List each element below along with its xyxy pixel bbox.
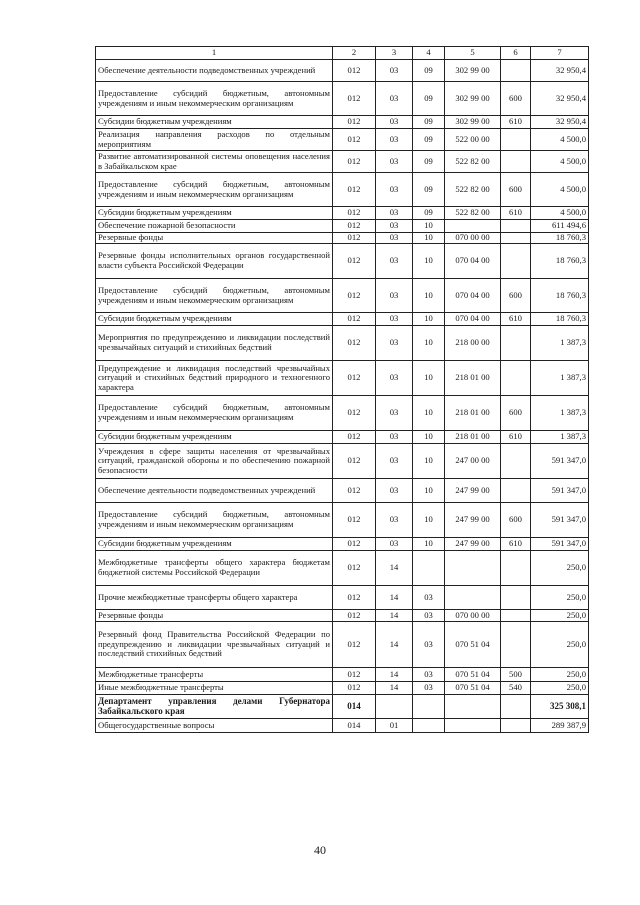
row-target-article-cell: 247 99 00 (445, 503, 501, 538)
row-section-cell: 03 (376, 444, 413, 479)
row-target-article-cell: 247 00 00 (445, 444, 501, 479)
row-name-cell: Учреждения в сфере защиты населения от чрезвычайных ситуаций, гражданской обороны и по обеспечению пожарной безопасности (96, 444, 333, 479)
row-section-cell: 03 (376, 60, 413, 82)
row-amount-cell: 32 950,4 (531, 116, 589, 129)
row-expense-type-cell (501, 719, 531, 733)
row-section-cell: 03 (376, 207, 413, 220)
row-target-article-cell: 522 82 00 (445, 207, 501, 220)
row-name-cell: Общегосударственные вопросы (96, 719, 333, 733)
row-expense-type-cell (501, 60, 531, 82)
row-section-cell: 03 (376, 151, 413, 173)
row-amount-cell: 591 347,0 (531, 503, 589, 538)
row-section-cell: 03 (376, 313, 413, 326)
table-row (96, 220, 589, 233)
row-subsection-cell: 09 (413, 116, 445, 129)
row-target-article-cell: 070 04 00 (445, 244, 501, 279)
row-subsection-cell: 09 (413, 173, 445, 207)
row-expense-type-cell: 610 (501, 431, 531, 444)
row-target-article-cell: 218 01 00 (445, 396, 501, 431)
row-amount-cell: 250,0 (531, 668, 589, 682)
row-expense-type-cell (501, 479, 531, 503)
row-expense-type-cell: 500 (501, 668, 531, 682)
row-target-article-cell: 218 00 00 (445, 326, 501, 361)
row-target-article-cell (445, 586, 501, 610)
row-name-cell: Резервные фонды (96, 610, 333, 622)
row-amount-cell: 250,0 (531, 586, 589, 610)
row-name-cell: Резервные фонды исполнительных органов государственной власти субъекта Российской Федерации (96, 244, 333, 279)
row-admin-code-cell: 012 (333, 233, 376, 244)
row-name-cell: Субсидии бюджетным учреждениям (96, 313, 333, 326)
row-section-cell: 03 (376, 326, 413, 361)
table-row (96, 622, 589, 668)
row-amount-cell: 289 387,9 (531, 719, 589, 733)
row-expense-type-cell (501, 444, 531, 479)
row-target-article-cell: 302 99 00 (445, 60, 501, 82)
row-amount-cell: 4 500,0 (531, 129, 589, 151)
row-expense-type-cell (501, 622, 531, 668)
row-amount-cell: 1 387,3 (531, 431, 589, 444)
row-subsection-cell (413, 719, 445, 733)
row-amount-cell: 1 387,3 (531, 326, 589, 361)
row-target-article-cell (445, 551, 501, 586)
row-subsection-cell: 09 (413, 207, 445, 220)
row-amount-cell: 18 760,3 (531, 233, 589, 244)
row-target-article-cell: 302 99 00 (445, 82, 501, 116)
row-section-cell: 03 (376, 538, 413, 551)
row-expense-type-cell: 610 (501, 116, 531, 129)
row-section-cell: 14 (376, 610, 413, 622)
row-expense-type-cell (501, 233, 531, 244)
row-subsection-cell: 10 (413, 479, 445, 503)
row-name-cell: Департамент управления делами Губернатора Забайкальского края (96, 695, 333, 719)
row-name-cell: Мероприятия по предупреждению и ликвидации последствий чрезвычайных ситуаций и стихийных бедствий (96, 326, 333, 361)
row-admin-code-cell: 012 (333, 396, 376, 431)
row-expense-type-cell: 600 (501, 82, 531, 116)
table-row (96, 431, 589, 444)
row-target-article-cell: 070 00 00 (445, 610, 501, 622)
row-admin-code-cell: 012 (333, 326, 376, 361)
row-expense-type-cell (501, 129, 531, 151)
row-admin-code-cell: 012 (333, 503, 376, 538)
row-admin-code-cell: 012 (333, 538, 376, 551)
table-row (96, 60, 589, 82)
row-name-cell: Межбюджетные трансферты (96, 668, 333, 682)
row-name-cell: Субсидии бюджетным учреждениям (96, 431, 333, 444)
row-amount-cell: 611 494,6 (531, 220, 589, 233)
row-subsection-cell: 09 (413, 82, 445, 116)
table-row (96, 151, 589, 173)
row-section-cell: 14 (376, 551, 413, 586)
table-row (96, 82, 589, 116)
row-section-cell: 03 (376, 173, 413, 207)
row-section-cell: 03 (376, 479, 413, 503)
row-subsection-cell: 10 (413, 538, 445, 551)
row-section-cell: 03 (376, 279, 413, 313)
row-subsection-cell: 03 (413, 622, 445, 668)
row-admin-code-cell: 012 (333, 220, 376, 233)
row-subsection-cell: 03 (413, 586, 445, 610)
table-row (96, 719, 589, 733)
row-expense-type-cell: 600 (501, 503, 531, 538)
table-row (96, 244, 589, 279)
header-cell-7: 7 (531, 47, 589, 60)
row-subsection-cell: 10 (413, 361, 445, 396)
header-cell-2: 2 (333, 47, 376, 60)
row-amount-cell: 4 500,0 (531, 173, 589, 207)
row-target-article-cell: 070 51 04 (445, 668, 501, 682)
header-cell-1: 1 (96, 47, 333, 60)
row-amount-cell: 18 760,3 (531, 313, 589, 326)
row-amount-cell: 1 387,3 (531, 396, 589, 431)
row-target-article-cell (445, 220, 501, 233)
row-target-article-cell: 302 99 00 (445, 116, 501, 129)
row-target-article-cell: 070 51 04 (445, 682, 501, 695)
row-section-cell: 03 (376, 82, 413, 116)
row-section-cell: 03 (376, 129, 413, 151)
row-target-article-cell: 070 04 00 (445, 279, 501, 313)
row-amount-cell: 250,0 (531, 682, 589, 695)
table-row (96, 129, 589, 151)
row-subsection-cell: 10 (413, 444, 445, 479)
row-expense-type-cell: 610 (501, 313, 531, 326)
row-subsection-cell: 09 (413, 129, 445, 151)
table-row (96, 586, 589, 610)
header-cell-4: 4 (413, 47, 445, 60)
row-section-cell: 03 (376, 503, 413, 538)
row-target-article-cell: 218 01 00 (445, 431, 501, 444)
row-admin-code-cell: 012 (333, 82, 376, 116)
row-amount-cell: 32 950,4 (531, 60, 589, 82)
row-admin-code-cell: 012 (333, 431, 376, 444)
header-cell-5: 5 (445, 47, 501, 60)
row-admin-code-cell: 014 (333, 719, 376, 733)
table-row (96, 538, 589, 551)
row-admin-code-cell: 012 (333, 668, 376, 682)
row-subsection-cell: 09 (413, 60, 445, 82)
row-section-cell: 03 (376, 244, 413, 279)
row-name-cell: Реализация направления расходов по отдельным мероприятиям (96, 129, 333, 151)
header-cell-3: 3 (376, 47, 413, 60)
row-expense-type-cell: 600 (501, 396, 531, 431)
table-row (96, 361, 589, 396)
row-amount-cell: 250,0 (531, 551, 589, 586)
row-section-cell: 14 (376, 622, 413, 668)
table-row (96, 173, 589, 207)
row-expense-type-cell (501, 151, 531, 173)
table-row (96, 279, 589, 313)
row-target-article-cell: 070 00 00 (445, 233, 501, 244)
table-row (96, 668, 589, 682)
row-name-cell: Иные межбюджетные трансферты (96, 682, 333, 695)
row-admin-code-cell: 012 (333, 116, 376, 129)
row-amount-cell: 18 760,3 (531, 244, 589, 279)
row-expense-type-cell (501, 244, 531, 279)
row-admin-code-cell: 014 (333, 695, 376, 719)
row-name-cell: Субсидии бюджетным учреждениям (96, 116, 333, 129)
table-row (96, 326, 589, 361)
row-target-article-cell: 070 04 00 (445, 313, 501, 326)
table-row (96, 207, 589, 220)
row-subsection-cell: 10 (413, 313, 445, 326)
row-expense-type-cell (501, 220, 531, 233)
row-expense-type-cell (501, 695, 531, 719)
row-name-cell: Резервные фонды (96, 233, 333, 244)
row-section-cell: 03 (376, 431, 413, 444)
row-admin-code-cell: 012 (333, 586, 376, 610)
row-expense-type-cell (501, 326, 531, 361)
row-admin-code-cell: 012 (333, 610, 376, 622)
table-row (96, 479, 589, 503)
row-amount-cell: 591 347,0 (531, 444, 589, 479)
table-header-row (96, 47, 589, 60)
row-expense-type-cell: 540 (501, 682, 531, 695)
row-target-article-cell: 522 82 00 (445, 151, 501, 173)
row-name-cell: Предупреждение и ликвидация последствий чрезвычайных ситуаций и стихийных бедствий природного и техногенного характера (96, 361, 333, 396)
table-row (96, 551, 589, 586)
row-subsection-cell: 10 (413, 326, 445, 361)
row-subsection-cell (413, 695, 445, 719)
row-target-article-cell: 522 82 00 (445, 173, 501, 207)
row-subsection-cell: 10 (413, 244, 445, 279)
row-name-cell: Развитие автоматизированной системы оповещения населения в Забайкальском крае (96, 151, 333, 173)
row-admin-code-cell: 012 (333, 151, 376, 173)
row-section-cell: 03 (376, 220, 413, 233)
row-target-article-cell: 247 99 00 (445, 479, 501, 503)
row-name-cell: Обеспечение пожарной безопасности (96, 220, 333, 233)
row-expense-type-cell: 600 (501, 173, 531, 207)
row-name-cell: Предоставление субсидий бюджетным, автономным учреждениям и иным некоммерческим организациям (96, 279, 333, 313)
row-amount-cell: 32 950,4 (531, 82, 589, 116)
row-subsection-cell: 03 (413, 682, 445, 695)
row-admin-code-cell: 012 (333, 682, 376, 695)
row-target-article-cell: 522 00 00 (445, 129, 501, 151)
row-name-cell: Субсидии бюджетным учреждениям (96, 538, 333, 551)
row-target-article-cell: 247 99 00 (445, 538, 501, 551)
row-admin-code-cell: 012 (333, 313, 376, 326)
table-row (96, 233, 589, 244)
row-name-cell: Обеспечение деятельности подведомственных учреждений (96, 479, 333, 503)
row-name-cell: Межбюджетные трансферты общего характера бюджетам бюджетной системы Российской Федерации (96, 551, 333, 586)
row-section-cell: 03 (376, 116, 413, 129)
row-subsection-cell: 03 (413, 610, 445, 622)
row-name-cell: Обеспечение деятельности подведомственных учреждений (96, 60, 333, 82)
row-subsection-cell: 10 (413, 279, 445, 313)
row-amount-cell: 591 347,0 (531, 538, 589, 551)
row-admin-code-cell: 012 (333, 361, 376, 396)
row-amount-cell: 18 760,3 (531, 279, 589, 313)
row-amount-cell: 4 500,0 (531, 151, 589, 173)
row-amount-cell: 591 347,0 (531, 479, 589, 503)
row-amount-cell: 250,0 (531, 622, 589, 668)
row-admin-code-cell: 012 (333, 279, 376, 313)
row-subsection-cell: 10 (413, 431, 445, 444)
row-amount-cell: 250,0 (531, 610, 589, 622)
budget-table (95, 46, 589, 733)
row-expense-type-cell: 610 (501, 207, 531, 220)
row-target-article-cell: 070 51 04 (445, 622, 501, 668)
row-section-cell: 03 (376, 396, 413, 431)
table-row (96, 444, 589, 479)
row-name-cell: Прочие межбюджетные трансферты общего характера (96, 586, 333, 610)
row-target-article-cell (445, 695, 501, 719)
row-name-cell: Предоставление субсидий бюджетным, автономным учреждениям и иным некоммерческим организациям (96, 82, 333, 116)
row-section-cell: 03 (376, 361, 413, 396)
table-row (96, 682, 589, 695)
row-subsection-cell: 03 (413, 668, 445, 682)
row-subsection-cell: 10 (413, 233, 445, 244)
row-admin-code-cell: 012 (333, 129, 376, 151)
row-amount-cell: 4 500,0 (531, 207, 589, 220)
row-target-article-cell: 218 01 00 (445, 361, 501, 396)
row-name-cell: Предоставление субсидий бюджетным, автономным учреждениям и иным некоммерческим организациям (96, 503, 333, 538)
row-name-cell: Субсидии бюджетным учреждениям (96, 207, 333, 220)
row-name-cell: Предоставление субсидий бюджетным, автономным учреждениям и иным некоммерческим организациям (96, 173, 333, 207)
row-subsection-cell: 10 (413, 220, 445, 233)
row-admin-code-cell: 012 (333, 551, 376, 586)
row-amount-cell: 1 387,3 (531, 361, 589, 396)
row-subsection-cell (413, 551, 445, 586)
table-row (96, 695, 589, 719)
row-section-cell: 01 (376, 719, 413, 733)
row-expense-type-cell (501, 551, 531, 586)
row-section-cell (376, 695, 413, 719)
table-row (96, 503, 589, 538)
table-row (96, 116, 589, 129)
row-subsection-cell: 10 (413, 503, 445, 538)
row-subsection-cell: 10 (413, 396, 445, 431)
row-expense-type-cell (501, 586, 531, 610)
row-subsection-cell: 09 (413, 151, 445, 173)
row-amount-cell: 325 308,1 (531, 695, 589, 719)
row-expense-type-cell: 600 (501, 279, 531, 313)
row-admin-code-cell: 012 (333, 207, 376, 220)
row-admin-code-cell: 012 (333, 444, 376, 479)
row-admin-code-cell: 012 (333, 622, 376, 668)
row-section-cell: 14 (376, 586, 413, 610)
row-section-cell: 14 (376, 682, 413, 695)
header-cell-6: 6 (501, 47, 531, 60)
table-row (96, 313, 589, 326)
table-row (96, 610, 589, 622)
page-number: 40 (314, 843, 326, 857)
row-admin-code-cell: 012 (333, 479, 376, 503)
row-expense-type-cell: 610 (501, 538, 531, 551)
row-name-cell: Предоставление субсидий бюджетным, автономным учреждениям и иным некоммерческим организациям (96, 396, 333, 431)
row-section-cell: 03 (376, 233, 413, 244)
row-admin-code-cell: 012 (333, 60, 376, 82)
row-expense-type-cell (501, 361, 531, 396)
row-name-cell: Резервный фонд Правительства Российской Федерации по предупреждению и ликвидации чрезвычайных ситуаций и последствий стихийных бедствий (96, 622, 333, 668)
row-target-article-cell (445, 719, 501, 733)
row-section-cell: 14 (376, 668, 413, 682)
row-expense-type-cell (501, 610, 531, 622)
row-admin-code-cell: 012 (333, 173, 376, 207)
table-row (96, 396, 589, 431)
row-admin-code-cell: 012 (333, 244, 376, 279)
